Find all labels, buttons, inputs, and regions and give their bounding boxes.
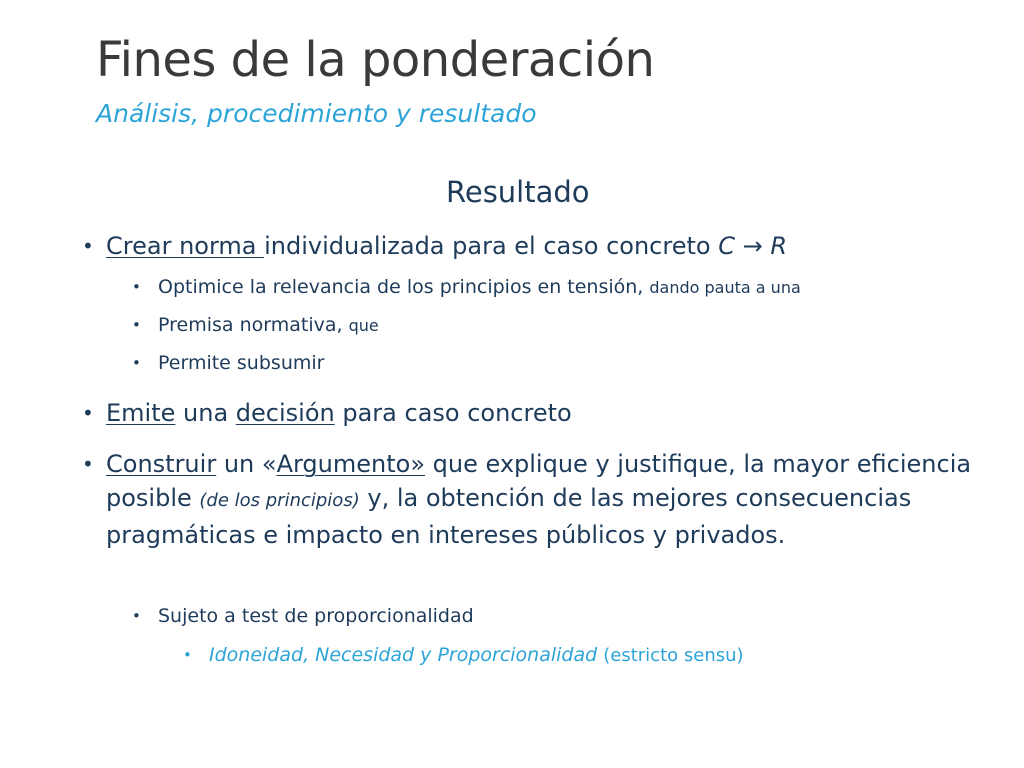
bullet-dot: • [82,452,94,476]
small-text: que [348,316,379,335]
bullet-text: Sujeto a test de proporcionalidad [158,605,474,627]
italic-text: C → R [718,232,787,260]
bullet-text: un « [216,450,277,478]
italic-text: Idoneidad, Necesidad y Proporcionalidad [209,644,598,666]
bullet-emite [82,396,986,430]
bullet-dot: • [132,607,141,625]
small-text: (estricto sensu) [603,645,744,666]
section-heading: Resultado [446,175,590,209]
italic-text: (de los principios) [199,490,360,511]
bullet-text: individualizada para el caso concreto [264,232,719,260]
sub-bullet-premisa [132,311,379,340]
underlined-text: Argumento» [276,450,426,478]
bullet-text: Premisa normativa, [158,314,349,336]
underlined-text: Construir [106,450,217,478]
underlined-text: decisión [235,399,335,427]
bullet-text: que explique y justifique, la mayor eficiencia posible [106,450,972,512]
bullet-text: Optimice la relevancia de los principios en tensión, [158,276,650,298]
bullet-construir [82,447,986,552]
bullet-dot: • [82,234,94,258]
sub-bullet-sujeto [132,602,474,630]
bullet-dot: • [82,401,94,425]
sub-sub-bullet-idoneidad [183,641,744,670]
bullet-dot: • [132,278,141,296]
slide-title: Fines de la ponderación [96,32,655,88]
slide-subtitle: Análisis, procedimiento y resultado [96,99,537,128]
bullet-text: una [175,399,236,427]
bullet-text: para caso concreto [334,399,572,427]
sub-bullet-permite [132,349,325,377]
small-text: dando pauta a una [649,278,801,297]
bullet-text: y, la obtención de las mejores consecuencias pragmáticas e impacto en intereses públicos y privados. [106,484,912,549]
bullet-crear-norma [82,229,986,263]
bullet-dot: • [132,316,141,334]
sub-bullet-optimice [132,273,801,302]
bullet-dot: • [183,646,192,664]
bullet-text: Permite subsumir [158,352,325,374]
underlined-text: Crear norma [106,232,265,260]
underlined-text: Emite [106,399,176,427]
bullet-dot: • [132,354,141,372]
